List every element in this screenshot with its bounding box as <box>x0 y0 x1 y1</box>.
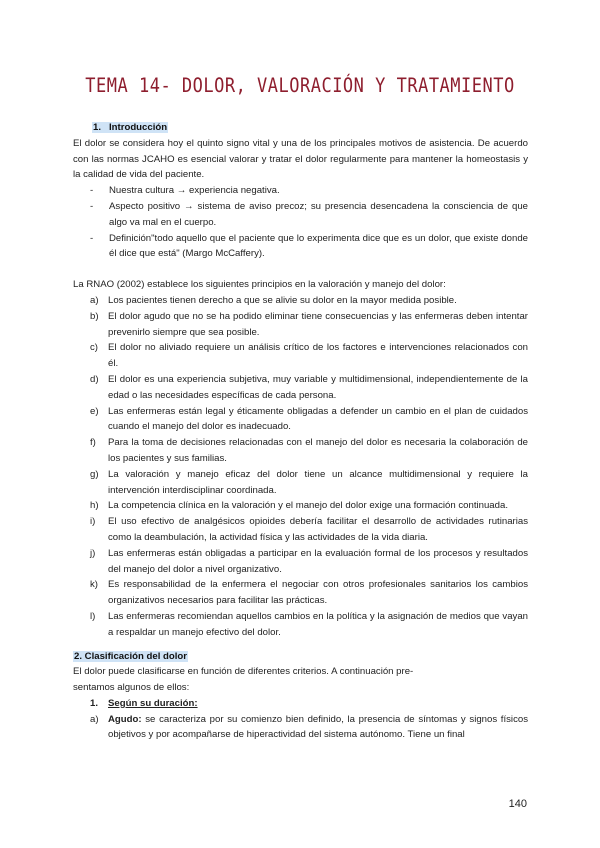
list-marker: - <box>90 200 94 212</box>
list-marker: l) <box>90 610 96 622</box>
bullet-item <box>73 199 528 231</box>
document-body <box>73 120 528 743</box>
list-text: Es responsabilidad de la enfermera el negociar con otros profesionales sanitarios los cambios organizativos necesarios para facilitar las prácticas. <box>108 579 528 607</box>
section-2-intro-line-2: sentamos algunos de ellos: <box>73 682 190 694</box>
item-marker: a) <box>90 713 99 725</box>
section-2-intro-line-1: El dolor puede clasificarse en función de diferentes criterios. A continuación pre- <box>73 666 414 678</box>
subsection-title: Según su duración: <box>108 697 198 709</box>
section-1-number: 1. <box>93 122 102 133</box>
principle-item <box>73 435 528 467</box>
principle-item <box>73 293 528 309</box>
list-text: El uso efectivo de analgésicos opioides debería facilitar el desarrollo de actividades rutinarias como la deambulación, la actividad física y las actividades de la vida diaria. <box>108 516 528 543</box>
list-text: El dolor no aliviado requiere un análisis crítico de los factores e intervenciones relacionados con él. <box>108 342 528 370</box>
list-text: Los pacientes tienen derecho a que se alivie su dolor en la mayor medida posible. <box>108 294 457 306</box>
list-text: Las enfermeras están obligadas a participar en la evaluación formal de los procesos y resultados del manejo del dolor a nivel organizativo. <box>108 547 528 575</box>
list-text: Las enfermeras recomiendan aquellos cambios en la política y la asignación de medios que vayan a respaldar un manejo efectivo del dolor. <box>108 610 528 638</box>
list-marker: a) <box>90 294 99 306</box>
section-1-title: Introducción <box>109 122 168 133</box>
subsection-number: 1. <box>90 697 99 709</box>
principle-item <box>73 340 528 372</box>
list-marker: - <box>90 185 94 197</box>
list-marker: e) <box>90 405 99 417</box>
principles-list <box>73 293 528 641</box>
list-marker: f) <box>90 437 96 449</box>
duration-list <box>73 712 528 744</box>
list-marker: - <box>90 232 94 244</box>
principle-item <box>73 498 528 514</box>
page-title: TEMA 14- DOLOR, VALORACIÓN Y TRATAMIENTO <box>85 74 515 98</box>
principle-item <box>73 546 528 578</box>
list-marker: h) <box>90 500 99 512</box>
list-marker: b) <box>90 310 99 322</box>
rnao-intro: La RNAO (2002) establece los siguientes principios en la valoración y manejo del dolor: <box>73 279 446 291</box>
list-marker: c) <box>90 342 98 354</box>
principle-item <box>73 309 528 341</box>
section-1-heading <box>92 120 528 136</box>
principle-item <box>73 609 528 641</box>
list-text: El dolor es una experiencia subjetiva, muy variable y multidimensional, independientemente de la edad o las necesidades específicas de cada persona. <box>108 373 528 401</box>
list-marker: g) <box>90 468 99 480</box>
list-text: Nuestra cultura → experiencia negativa. <box>109 185 280 197</box>
principle-item <box>73 404 528 436</box>
section-1-intro: El dolor se considera hoy el quinto signo vital y una de los principales motivos de asistencia. De acuerdo con las normas JCAHO es esencial valorar y tratar el dolor regularmente para mantener la homeostasis y la calidad de vida del paciente. <box>73 137 528 181</box>
list-text: Definición"todo aquello que el paciente que lo experimenta dice que es un dolor, que existe donde él dice que está" (Margo McCaffery). <box>109 232 528 260</box>
list-marker: k) <box>90 579 98 591</box>
bullet-item <box>73 231 528 263</box>
principle-item <box>73 372 528 404</box>
list-text: La valoración y manejo eficaz del dolor tiene un alcance multidimensional y requiere la intervención interdisciplinar coordinada. <box>108 468 528 496</box>
subsection-heading <box>90 696 528 712</box>
list-text: La competencia clínica en la valoración y el manejo del dolor exige una formación continuada. <box>108 500 508 512</box>
item-text: se caracteriza por su comienzo bien definido, la presencia de síntomas y signos físicos objetivos y por acompañarse de hiperactividad del sistema autónomo. Tiene un final <box>108 713 528 741</box>
principle-item <box>73 467 528 499</box>
list-marker: i) <box>90 516 96 528</box>
list-item <box>73 712 528 744</box>
bullet-item <box>73 183 528 199</box>
list-marker: d) <box>90 373 99 385</box>
principle-item <box>73 577 528 609</box>
bullet-list <box>73 183 528 262</box>
section-2-heading <box>73 649 528 665</box>
list-text: Para la toma de decisiones relacionadas con el manejo del dolor es necesaria la colaboración de los pacientes y sus familias. <box>108 437 528 464</box>
page-number: 140 <box>508 798 527 810</box>
list-marker: j) <box>90 547 96 559</box>
item-label: Agudo: <box>108 713 142 725</box>
list-text: Aspecto positivo → sistema de aviso precoz; su presencia desencadena la consciencia de que algo va mal en el cuerpo. <box>109 200 528 228</box>
section-2-title: 2. Clasificación del dolor <box>74 650 188 662</box>
list-text: El dolor agudo que no se ha podido eliminar tiene consecuencias y las enfermeras deben intentar prevenirlo siempre que sea posible. <box>108 310 528 338</box>
list-text: Las enfermeras están legal y éticamente obligadas a defender un cambio en el plan de cuidados cuando el manejo del dolor es inadecuado. <box>108 405 528 433</box>
principle-item <box>73 514 528 546</box>
